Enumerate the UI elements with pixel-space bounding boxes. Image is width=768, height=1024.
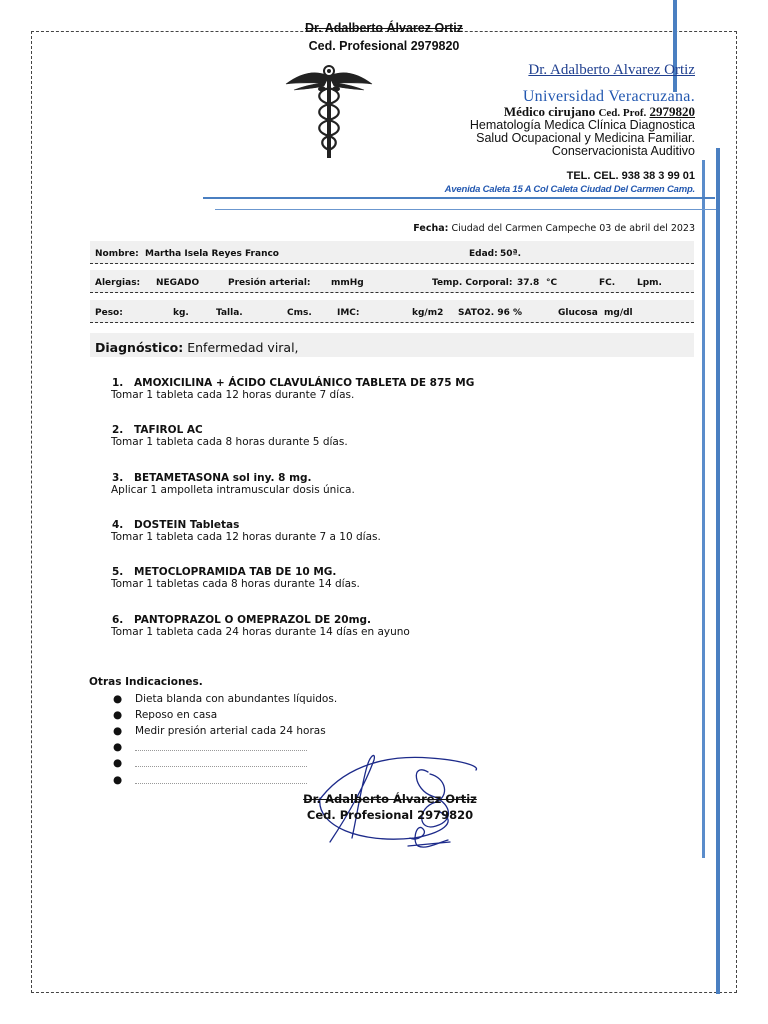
address: Avenida Caleta 15 A Col Caleta Ciudad Del Carmen Camp. — [444, 184, 695, 195]
fc-label: FC. — [599, 278, 616, 288]
indication-item: ● Reposo en casa — [113, 709, 218, 721]
university: Universidad Veracruzana. — [522, 88, 695, 105]
signature-name: Dr. Adalberto Álvarez Ortiz — [303, 792, 477, 806]
medication-item: 5. METOCLOPRAMIDA TAB DE 10 MG. Tomar 1 tabletas cada 8 horas durante 14 días. — [111, 566, 360, 590]
indication-item: ● Dieta blanda con abundantes líquidos. — [113, 693, 338, 705]
patient-row — [90, 241, 694, 264]
vitals-row-1 — [90, 270, 694, 293]
top-doctor-name: Dr. Adalberto Álvarez Ortiz — [305, 21, 463, 35]
pressure-unit: mmHg — [331, 278, 364, 288]
glucose-label: Glucosa — [558, 308, 598, 318]
caduceus-icon — [284, 62, 374, 160]
medication-item: 4. DOSTEIN Tabletas Tomar 1 tableta cada 12 horas durante 7 a 10 días. — [111, 519, 381, 543]
height-label: Talla. — [216, 308, 243, 318]
patient-age: 50ª. — [500, 249, 522, 259]
weight-unit: kg. — [173, 308, 189, 318]
glucose-unit: mg/dl — [604, 308, 633, 318]
specialty-2: Salud Ocupacional y Medicina Familiar. — [476, 131, 695, 145]
imc-unit: kg/m2 — [412, 308, 444, 318]
other-indications-heading: Otras Indicaciones. — [89, 676, 203, 688]
indication-item-empty: ● — [113, 774, 307, 786]
sato2-value: SATO2. 96 % — [458, 308, 523, 318]
pressure-label: Presión arterial: — [228, 278, 311, 288]
imc-label: IMC: — [337, 308, 360, 318]
header-divider — [203, 197, 715, 199]
weight-label: Peso: — [95, 308, 123, 318]
decor-line-right-inner — [702, 160, 705, 858]
header-divider-thin — [215, 209, 716, 210]
age-label: Edad: — [469, 249, 498, 259]
medication-item: 1. AMOXICILINA + ÁCIDO CLAVULÁNICO TABLETA DE 875 MG Tomar 1 tableta cada 12 horas durante 7 días. — [111, 377, 475, 401]
temp-label: Temp. Corporal: — [432, 278, 513, 288]
diagnosis-text: Diagnóstico: Enfermedad viral, — [95, 340, 299, 355]
indication-item-empty: ● — [113, 741, 307, 753]
name-label: Nombre: — [95, 249, 139, 259]
doctor-name: Dr. Adalberto Alvarez Ortiz — [528, 62, 695, 78]
date-line: Fecha: Ciudad del Carmen Campeche 03 de abril del 2023 — [413, 223, 695, 234]
allergies-value: NEGADO — [156, 278, 200, 288]
decor-line-right — [716, 148, 720, 994]
top-cedula: Ced. Profesional 2979820 — [308, 39, 460, 53]
medication-item: 3. BETAMETASONA sol iny. 8 mg. Aplicar 1 ampolleta intramuscular dosis única. — [111, 472, 355, 496]
diagnosis-row — [90, 333, 694, 357]
allergies-label: Alergias: — [95, 278, 141, 288]
patient-name: Martha Isela Reyes Franco — [145, 249, 279, 259]
signature-cedula: Ced. Profesional 2979820 — [306, 808, 474, 822]
temp-value: 37.8 — [517, 278, 540, 288]
specialty-1: Hematología Medica Clínica Diagnostica — [469, 118, 695, 132]
specialty-3: Conservacionista Auditivo — [551, 144, 695, 158]
phone: TEL. CEL. 938 38 3 99 01 — [566, 170, 695, 182]
medication-item: 2. TAFIROL AC Tomar 1 tableta cada 8 horas durante 5 días. — [111, 424, 348, 448]
vitals-row-2 — [90, 300, 694, 323]
indication-item-empty: ● — [113, 757, 307, 769]
temp-unit: °C — [546, 278, 558, 288]
height-unit: Cms. — [287, 308, 312, 318]
medication-item: 6. PANTOPRAZOL O OMEPRAZOL DE 20mg. Tomar 1 tableta cada 24 horas durante 14 días en ayuno — [111, 614, 410, 638]
fc-unit: Lpm. — [637, 278, 662, 288]
indication-item: ● Medir presión arterial cada 24 horas — [113, 725, 326, 737]
doctor-title: Médico cirujano Ced. Prof. 2979820 — [503, 104, 695, 119]
